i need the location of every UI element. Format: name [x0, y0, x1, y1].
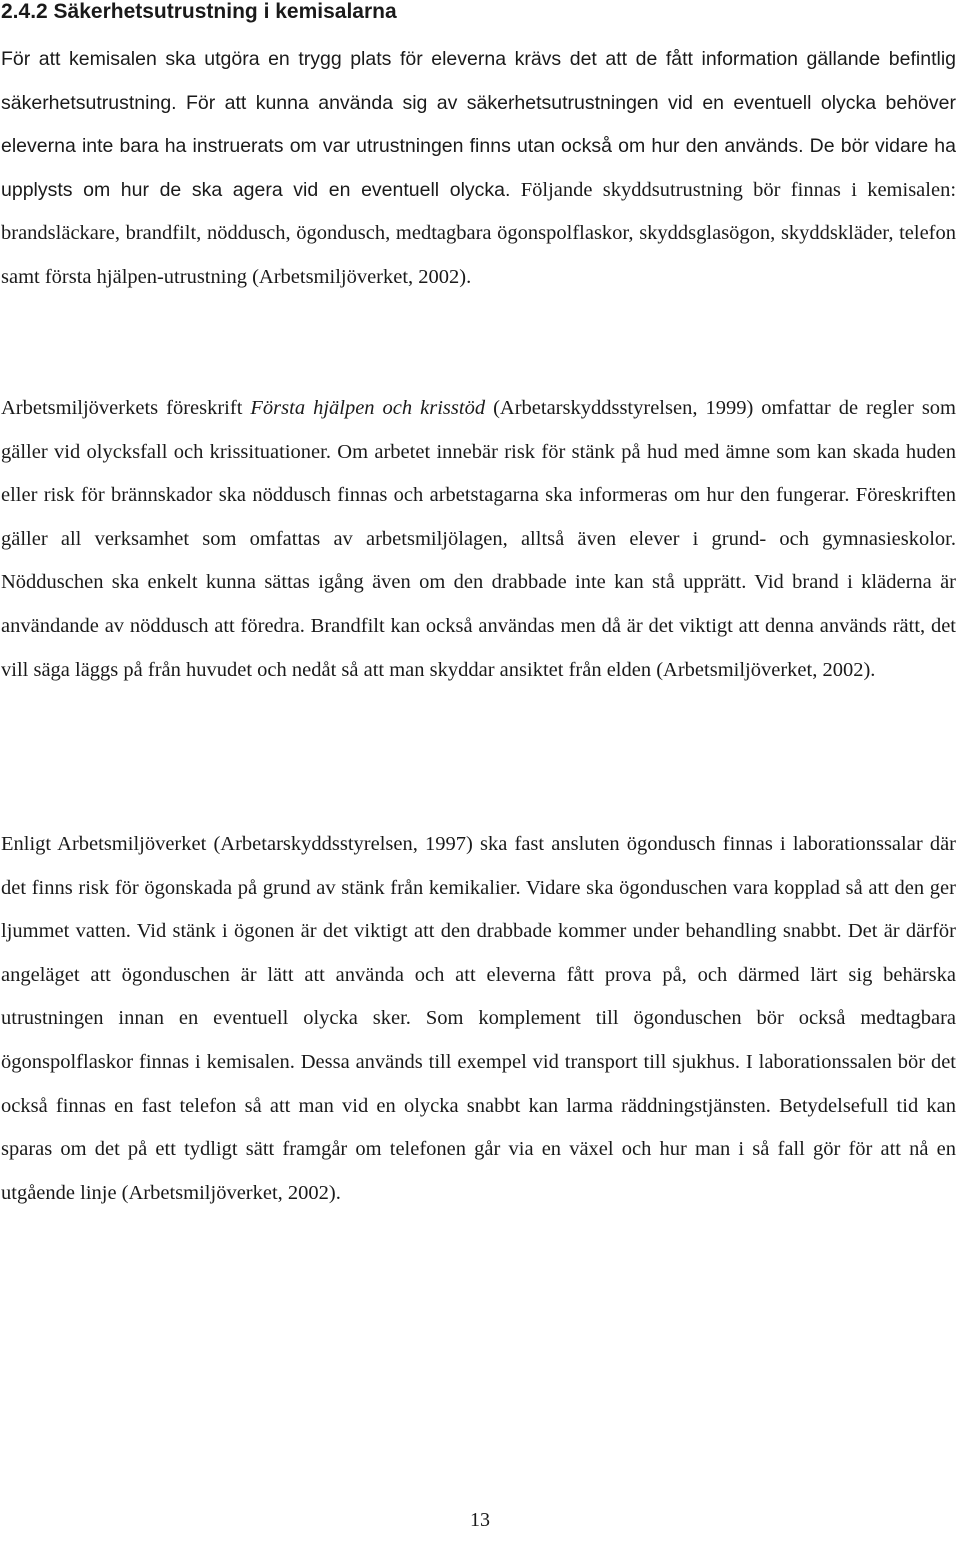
- paragraph-text-before-title: Arbetsmiljöverkets föreskrift: [1, 397, 251, 419]
- paragraph-first-aid-regulation: [1, 387, 956, 692]
- paragraph-safety-equipment-intro: [1, 38, 956, 300]
- paragraph-sans-text: För att kemisalen ska utgöra en trygg plats för eleverna krävs det att de fått information gällande befintlig säkerhetsutrustning. För att kunna använda sig av säkerhetsutrustningen vid en eventuell olycka behöver eleverna inte bara ha instruerats om var utrustningen finns utan också om hur den används. De bör vidare ha upplysts om hur de ska agera vid en eventuell olycka.: [1, 48, 956, 201]
- section-heading: 2.4.2 Säkerhetsutrustning i kemisalarna: [1, 0, 397, 23]
- paragraph-text-after-title: (Arbetarskyddsstyrelsen, 1999) omfattar de regler som gäller vid olycksfall och krissituationer. Om arbetet innebär risk för stänk på hud med ämne som kan skada huden eller risk för brännskador ska nöddusch finnas och arbetstagarna ska informeras om hur den fungerar. Föreskriften gäller all verksamhet som omfattas av arbetsmiljölagen, alltså även elever i grund- och gymnasieskolor. Nödduschen ska enkelt kunna sättas igång även om den drabbade inte kan stå upprätt. Vid brand i kläderna är användande av nöddusch att föredra. Brandfilt kan också användas men då är det viktigt att denna används rätt, det vill säga läggs på från huvudet och nedåt så att man skyddar ansiktet från elden (Arbetsmiljöverket, 2002).: [1, 397, 956, 681]
- paragraph-eye-shower: Enligt Arbetsmiljöverket (Arbetarskyddsstyrelsen, 1997) ska fast ansluten ögondusch finnas i laborationssalar där det finns risk för ögonskada på grund av stänk från kemikalier. Vidare ska ögonduschen vara kopplad så att den ger ljummet vatten. Vid stänk i ögonen är det viktigt att den drabbade kommer under behandling snabbt. Det är därför angeläget att ögonduschen är lätt att använda och att eleverna fått prova på, och därmed lärt sig behärska utrustningen innan en eventuell olycka sker. Som komplement till ögonduschen bör också medtagbara ögonspolflaskor finnas i kemisalen. Dessa används till exempel vid transport till sjukhus. I laborationssalen bör det också finnas en fast telefon så att man vid en olycka snabbt kan larma räddningstjänsten. Betydelsefull tid kan sparas om det på ett tydligt sätt framgår om telefonen går via en växel och hur man i så fall gör för att nå en utgående linje (Arbetsmiljöverket, 2002).: [1, 833, 956, 1204]
- paragraph-serif-text: Följande skyddsutrustning bör finnas i kemisalen: brandsläckare, brandfilt, nöddusch, ögondusch, medtagbara ögonspolflaskor, skyddsglasögon, skyddskläder, telefon samt första hjälpen-utrustning (Arbetsmiljöverket, 2002).: [1, 178, 957, 288]
- page-number: 13: [470, 1509, 490, 1531]
- regulation-title: Första hjälpen och krisstöd: [250, 397, 486, 419]
